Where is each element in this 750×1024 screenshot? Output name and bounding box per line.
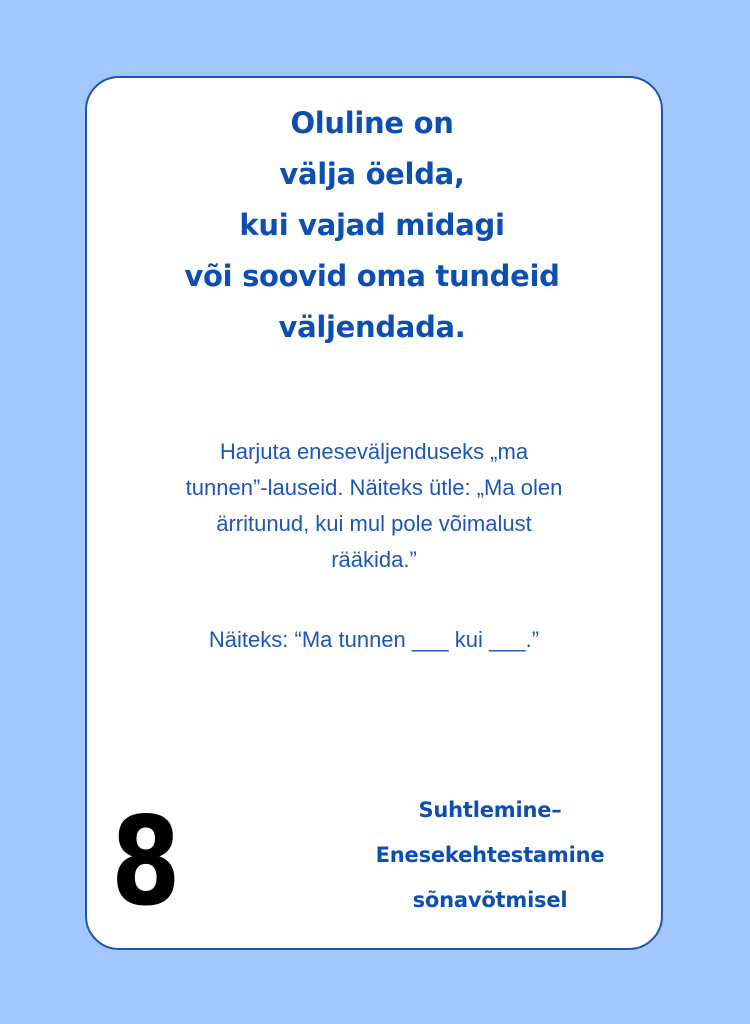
card-category: [345, 788, 635, 923]
headline-line: Oluline on: [290, 106, 454, 140]
card-number: 8: [111, 791, 181, 933]
instruction-line: rääkida.”: [331, 547, 417, 572]
headline-line: väljendada.: [278, 310, 466, 344]
category-line: Suhtlemine–: [418, 798, 562, 822]
instruction-line: tunnen”-lauseid. Näiteks ütle: „Ma olen: [185, 475, 563, 500]
instruction-line: ärritunud, kui mul pole võimalust: [216, 511, 532, 536]
instruction-line: Harjuta eneseväljenduseks „ma: [219, 439, 529, 464]
headline-line: kui vajad midagi: [239, 208, 505, 242]
card-instructions: [107, 434, 641, 578]
task-card: [85, 76, 663, 950]
headline-line: välja öelda,: [279, 157, 465, 191]
category-line: Enesekehtestamine: [375, 843, 605, 867]
card-example: Näiteks: “Ma tunnen ___ kui ___.”: [208, 627, 540, 652]
headline-line: või soovid oma tundeid: [184, 259, 560, 293]
category-line: sõnavõtmisel: [412, 888, 568, 912]
card-headline: [87, 98, 657, 353]
